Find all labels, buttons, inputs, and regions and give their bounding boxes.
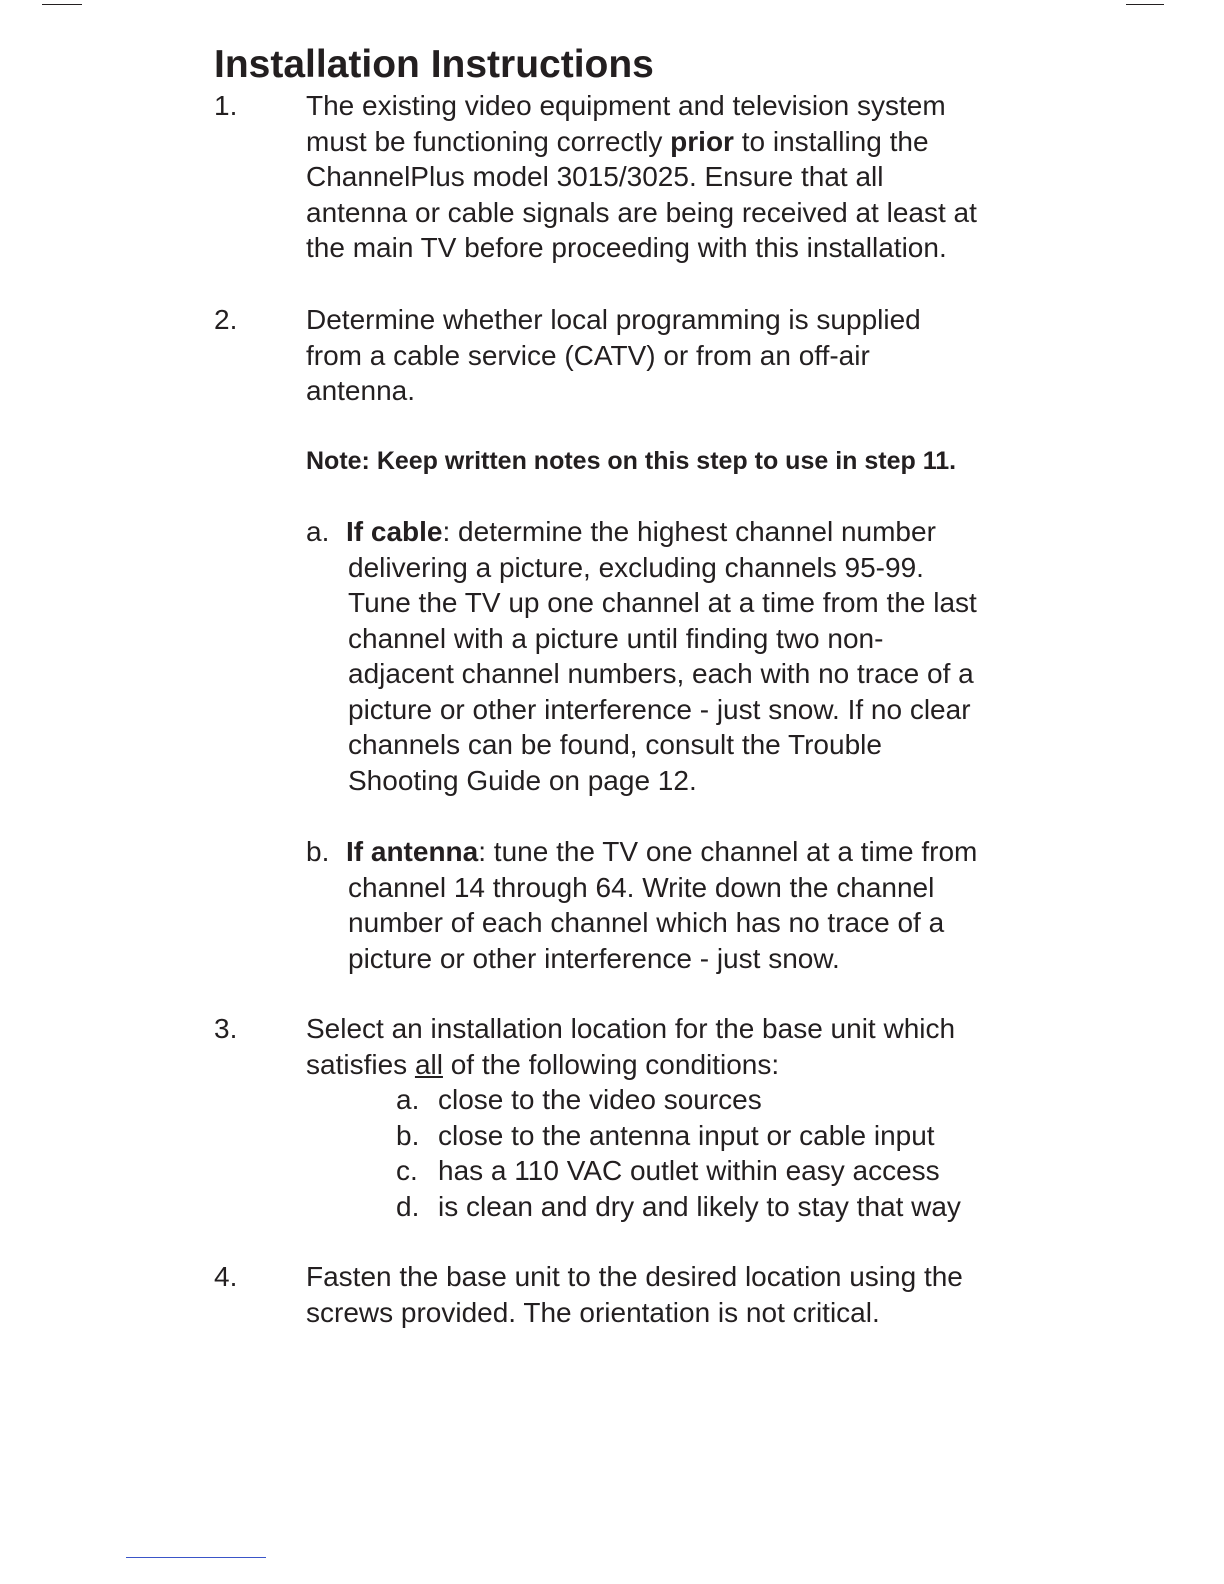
step-3-number: 3. — [214, 1013, 238, 1044]
step-2-number: 2. — [214, 304, 238, 335]
condition-text: has a 110 VAC outlet within easy access — [438, 1155, 940, 1186]
step-1-text-fragment: must be functioning correctly — [306, 125, 671, 157]
step-2b-text — [306, 834, 1066, 976]
footer-link-rule — [126, 1557, 266, 1558]
step-2a-line — [306, 514, 1066, 550]
step-4-text — [306, 1259, 1066, 1330]
step-2a-text — [306, 514, 1066, 798]
page-title: Installation Instructions — [214, 43, 654, 86]
step-2a-line: channel with a picture until finding two non- — [348, 622, 884, 654]
condition-item — [396, 1118, 935, 1154]
step-2b-line: channel 14 through 64. Write down the channel — [348, 871, 935, 903]
step-2b-line: number of each channel which has no trace of a — [348, 907, 945, 938]
condition-item — [396, 1189, 961, 1225]
step-3-line: Select an installation location for the base unit which — [306, 1013, 956, 1044]
condition-item — [396, 1153, 940, 1189]
step-4-line: Fasten the base unit to the desired location using the — [306, 1261, 963, 1292]
condition-letter: c. — [396, 1155, 418, 1186]
step-2a-line: adjacent channel numbers, each with no trace of a — [348, 658, 974, 689]
step-2b-first-line: : tune the TV one channel at a time from — [478, 836, 978, 867]
step-2a-line: channels can be found, consult the Trouble — [348, 729, 882, 760]
step-1-line: ChannelPlus model 3015/3025. Ensure that all — [306, 161, 884, 192]
step-2b-line — [306, 834, 1066, 870]
step-1-emphasis: prior — [670, 125, 734, 157]
step-2-line: Determine whether local programming is supplied — [306, 304, 921, 335]
step-2a-line: Tune the TV up one channel at a time from the last — [348, 587, 977, 618]
step-2a-line: Shooting Guide on page 12. — [348, 764, 697, 796]
step-2-note: Note: Keep written notes on this step to use in step 11. — [306, 447, 957, 475]
step-3-underlined: all — [414, 1048, 443, 1080]
step-1-line — [306, 124, 1066, 160]
step-2b-letter: b. — [306, 836, 330, 867]
step-2b-line: picture or other interference - just snow. — [348, 942, 840, 974]
step-2-line: from a cable service (CATV) or from an off-air — [306, 339, 870, 371]
condition-letter: a. — [396, 1084, 420, 1115]
step-4-line: screws provided. The orientation is not critical. — [306, 1296, 880, 1328]
step-1-text — [306, 88, 1066, 266]
step-2a-line: picture or other interference - just snow. If no clear — [348, 693, 971, 725]
step-3-line — [306, 1047, 1066, 1083]
condition-text: is clean and dry and likely to stay that way — [438, 1190, 961, 1222]
step-2-text — [306, 302, 1066, 409]
condition-text: close to the video sources — [438, 1084, 762, 1115]
condition-letter: d. — [396, 1190, 420, 1222]
step-1-number: 1. — [214, 90, 238, 121]
step-1-line: antenna or cable signals are being received at least at — [306, 196, 977, 228]
step-1-line: The existing video equipment and television system — [306, 90, 946, 121]
step-2a-heading: If cable — [346, 516, 443, 547]
step-2a-letter: a. — [306, 516, 330, 547]
step-3-text-fragment: satisfies — [306, 1048, 415, 1080]
crop-mark-right — [1126, 4, 1164, 5]
step-2a-first-line: : determine the highest channel number — [442, 516, 936, 547]
crop-mark-left — [42, 4, 82, 5]
step-2-line: antenna. — [306, 375, 415, 406]
step-2b-heading: If antenna — [346, 836, 479, 867]
step-1-line: the main TV before proceeding with this installation. — [306, 232, 947, 263]
step-2a-line: delivering a picture, excluding channels 95-99. — [348, 551, 924, 583]
condition-text: close to the antenna input or cable input — [438, 1119, 935, 1151]
step-3-text-fragment: of the following conditions: — [442, 1048, 780, 1080]
step-1-text-fragment: to installing the — [733, 125, 929, 157]
condition-item — [396, 1082, 762, 1118]
condition-letter: b. — [396, 1119, 420, 1151]
step-4-number: 4. — [214, 1261, 238, 1292]
step-3-text — [306, 1011, 1066, 1082]
